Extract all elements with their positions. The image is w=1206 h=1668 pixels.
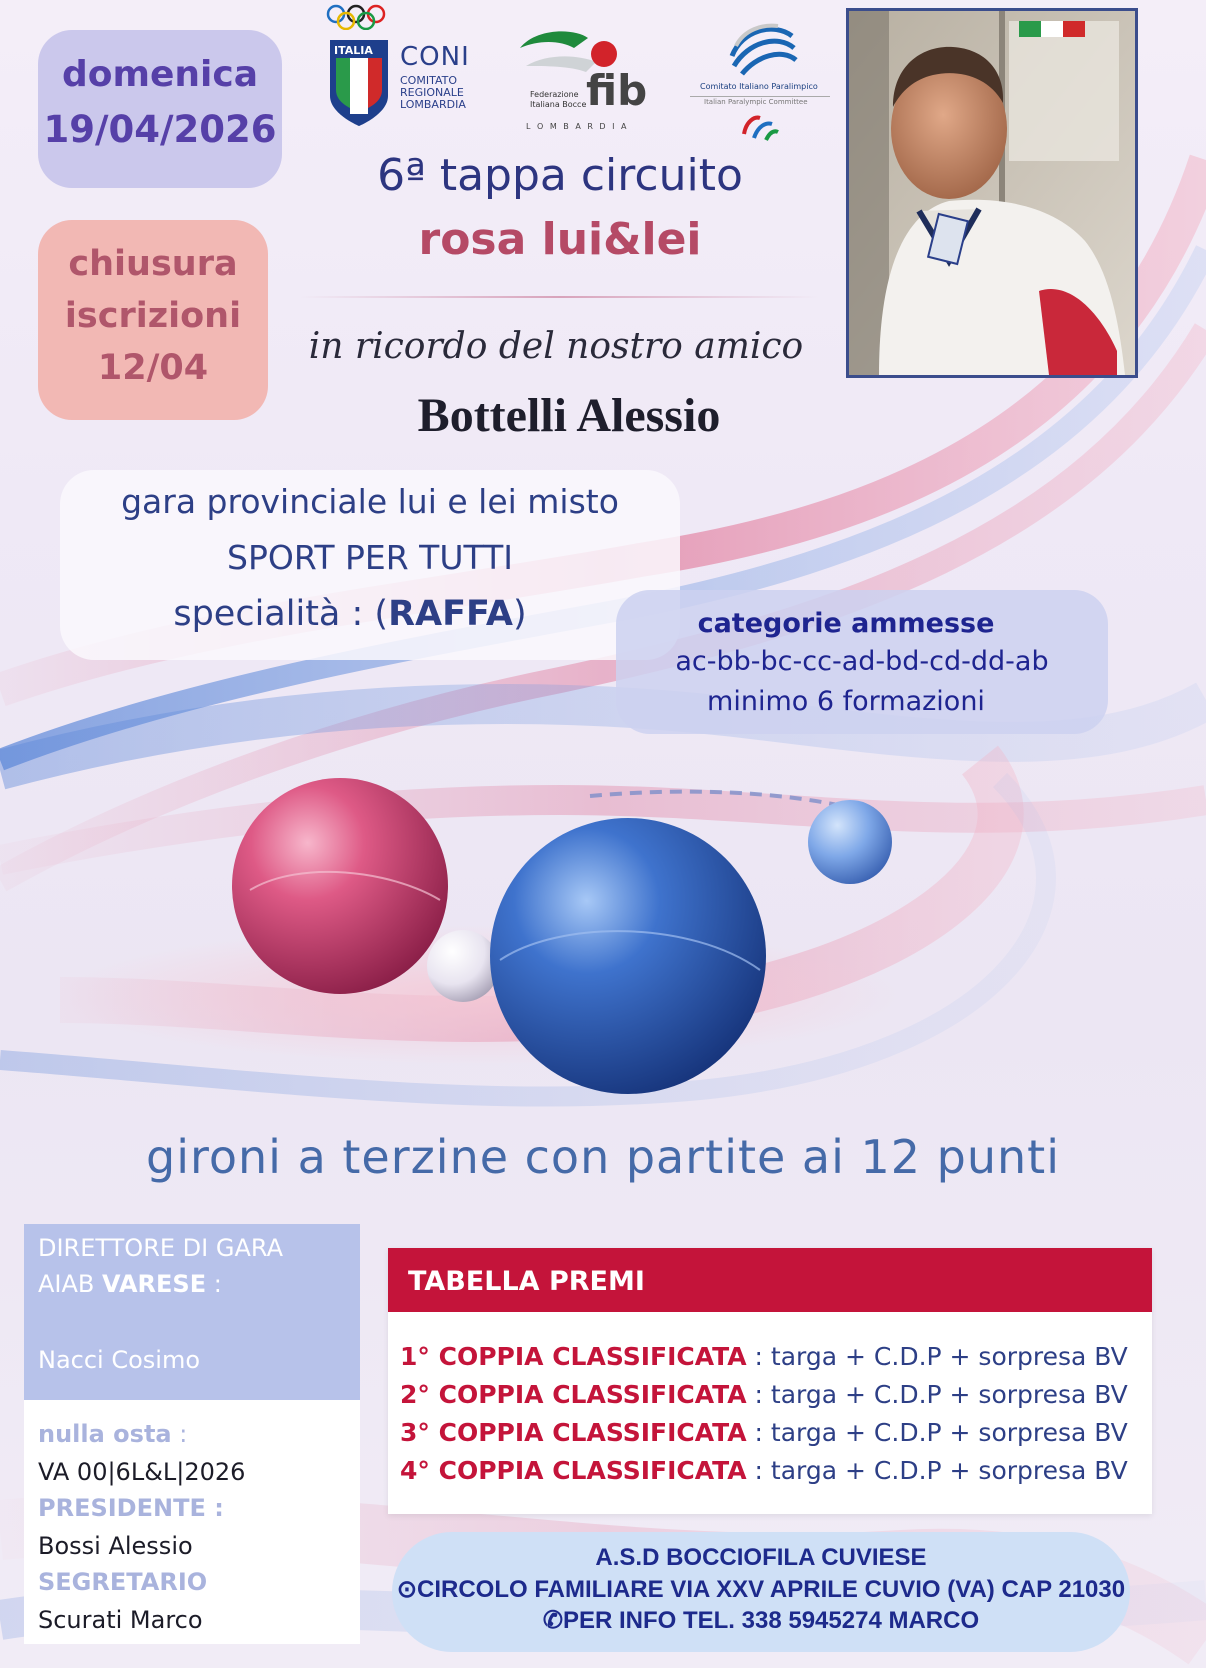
cip-line2: Italian Paralympic Committee [704,98,808,106]
blue-bocce-ball [490,818,766,1094]
venue-address: CIRCOLO FAMILIARE VIA XXV APRILE CUVIO (VA) CAP 21030 [416,1576,1126,1603]
prize-rank: 3° COPPIA CLASSIFICATA [400,1418,747,1447]
director-province: VARESE [102,1270,207,1298]
coni-logo [324,4,484,130]
prize-desc: : targa + C.D.P + sorpresa BV [746,1418,1128,1447]
fib-sub1: Federazione [530,90,579,99]
nulla-osta-label [38,1420,187,1448]
pink-bocce-ball [232,778,448,994]
coni-sub1: COMITATO [400,74,457,87]
prize-desc: : targa + C.D.P + sorpresa BV [746,1380,1128,1409]
venue-address-line [392,1575,1130,1604]
venue-club: A.S.D BOCCIOFILA CUVIESE [595,1544,927,1571]
president-name: Bossi Alessio [38,1532,193,1560]
cip-line1: Comitato Italiano Paralimpico [700,82,818,91]
prize-row [400,1342,1128,1371]
event-title-line2: rosa lui&lei [418,214,702,265]
director-association: AIAB [38,1270,103,1298]
memorial-name: Bottelli Alessio [417,389,721,442]
nulla-osta-value: VA 00|6L&L|2026 [38,1458,246,1486]
secretary-name: Scurati Marco [38,1606,203,1634]
prize-row [400,1418,1128,1447]
location-pin-icon: ⊙ [396,1576,417,1603]
director-colon: : [206,1270,222,1298]
competition-line3 [60,594,640,634]
director-label1: DIRETTORE DI GARA [38,1234,283,1262]
coni-country: ITALIA [334,44,373,57]
olympic-rings-icon [324,4,396,30]
venue-phone: PER INFO TEL. 338 5945274 MARCO [562,1607,980,1634]
title-divider [300,296,818,298]
cip-logo [686,16,836,146]
prize-row [400,1380,1128,1409]
phone-icon: ✆ [542,1607,563,1634]
prize-rank: 1° COPPIA CLASSIFICATA [400,1342,747,1371]
event-day: domenica [61,54,259,95]
prize-rank: 2° COPPIA CLASSIFICATA [400,1380,747,1409]
paralympic-agitos-icon [740,112,780,142]
specialty-suffix: ) [513,594,527,634]
fib-logo [516,26,664,136]
event-date: 19/04/2026 [43,108,277,151]
coni-sub2: REGIONALE [400,86,464,99]
fib-name: fib [586,66,648,115]
white-jack-ball [427,930,499,1002]
event-title-line1: 6ª tappa circuito [377,150,743,201]
memorial-photo [846,8,1138,378]
president-label: PRESIDENTE : [38,1494,224,1522]
match-format: gironi a terzine con partite ai 12 punti [146,1130,1060,1184]
portrait-image [849,11,1135,375]
competition-line2: SPORT PER TUTTI [227,538,513,577]
small-blue-ball [808,800,892,884]
categories-title: categorie ammesse [697,608,995,639]
closing-line1: chiusura [68,244,238,284]
secretary-label: SEGRETARIO [38,1568,208,1596]
prize-rank: 4° COPPIA CLASSIFICATA [400,1456,747,1485]
fib-region: L O M B A R D I A [526,122,629,131]
cip-emblem-icon [722,16,802,78]
prize-desc: : targa + C.D.P + sorpresa BV [746,1456,1128,1485]
categories-minimum: minimo 6 formazioni [707,686,985,717]
nulla-osta-title: nulla osta [38,1420,172,1448]
prize-table-title: TABELLA PREMI [408,1266,645,1297]
categories-list: ac-bb-bc-cc-ad-bd-cd-dd-ab [675,646,1049,677]
memorial-line: in ricordo del nostro amico [308,326,804,367]
director-name: Nacci Cosimo [38,1346,201,1374]
fib-sub2: Italiana Bocce [530,100,587,109]
specialty-prefix: specialità : ( [173,594,389,634]
closing-line3: 12/04 [97,348,209,388]
prize-desc: : targa + C.D.P + sorpresa BV [746,1342,1128,1371]
nulla-osta-colon: : [171,1420,188,1448]
venue-phone-line [392,1606,1130,1635]
director-label2 [38,1270,222,1298]
coni-sub3: LOMBARDIA [400,98,466,111]
coni-name: CONI [400,42,470,72]
competition-line1: gara provinciale lui e lei misto [121,482,619,521]
specialty-name: RAFFA [388,594,513,634]
closing-line2: iscrizioni [64,296,242,336]
prize-row [400,1456,1128,1485]
